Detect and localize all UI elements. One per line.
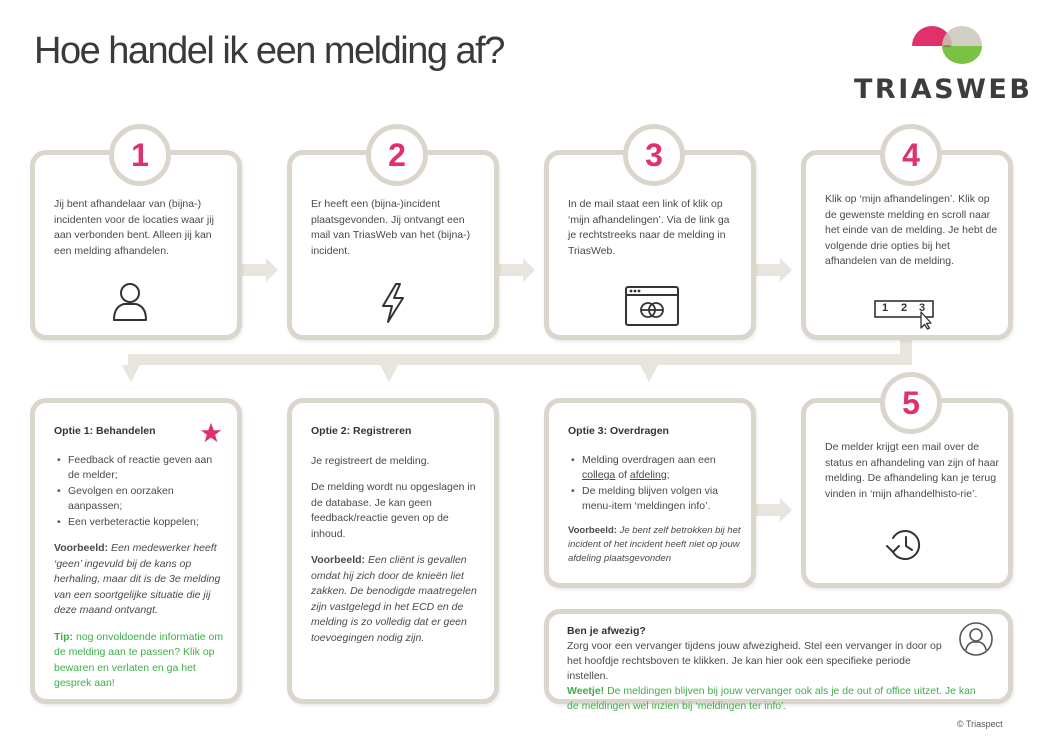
- list-item: • Een verbeteractie koppelen;: [68, 515, 226, 531]
- option-2-title: Optie 2: Registreren: [311, 425, 412, 437]
- option-2-paragraph: Je registreert de melding.: [311, 454, 430, 467]
- step-number-badge: 2: [366, 124, 428, 186]
- step-5-text: De melder krijgt een mail over de status en afhandeling van zijn of haar melding. De afhandeling kan je terug vinden in ‘mijn afhandelhisto-rie’.: [825, 441, 999, 500]
- arrow-right-icon: [754, 498, 794, 522]
- option-2-content: [311, 424, 483, 646]
- option-digit: 2: [901, 302, 908, 314]
- step-number-badge: 4: [880, 124, 942, 186]
- tip-text: nog onvoldoende informatie om de melding aan te passen? Klik op bewaren en verlaten en ga het gesprek aan!: [54, 630, 224, 689]
- options-selector-icon: [874, 300, 936, 322]
- department-link[interactable]: afdeling: [629, 469, 667, 481]
- colleague-link[interactable]: collega: [582, 469, 616, 481]
- step-1-text: Jij bent afhandelaar van (bijna-) incidenten voor de locaties waar jij aan verbonden bent. Alleen jij kan een melding afhandelen.: [54, 198, 214, 257]
- copyright-text: © Triaspect: [957, 719, 1003, 729]
- option-1-example: [54, 541, 226, 619]
- list-item: • De melding blijven volgen via menu-item ‘meldingen info’.: [582, 484, 742, 515]
- step-3-text: In de mail staat een link of klik op ‘mijn afhandelingen’. Via de link ga je rechtstreeks naar de melding in TriasWeb.: [568, 198, 730, 257]
- list-item: [582, 453, 742, 484]
- example-text: Een cliënt is gevallen omdat hij zich door de knieën liet zakken. De benodigde maatregelen zijn vastgelegd in het ECD en de melding is zo volledig dat er geen toevoegingen nodig zijn.: [311, 554, 477, 644]
- example-text: Een medewerker heeft ‘geen’ ingevuld bij de kans op herhaling, maar dit is de 3e melding van een soortgelijke situatie die jij deze maand ontvangt.: [54, 542, 221, 616]
- tip-label: Tip:: [54, 630, 74, 643]
- list-item: • Feedback of reactie geven aan de melder;: [68, 453, 226, 484]
- arrow-right-icon: [754, 258, 794, 282]
- user-icon: [110, 280, 150, 324]
- example-text: Je bent zelf betrokken bij het incident of het incident heeft niet op jouw afdeling plaatsgevonden: [568, 524, 741, 564]
- step-number-badge: 1: [109, 124, 171, 186]
- option-3-example: [568, 524, 742, 566]
- list-item: • Gevolgen en oorzaken aanpassen;: [68, 484, 226, 515]
- triasweb-logo-mark: [910, 24, 986, 66]
- branch-connector: [118, 338, 918, 386]
- option-1-title: Optie 1: Behandelen: [54, 425, 156, 437]
- absent-note: [567, 684, 985, 714]
- arrow-right-icon: [240, 258, 280, 282]
- option-digit: 1: [882, 302, 889, 314]
- absent-title: Ben je afwezig?: [567, 625, 646, 637]
- page-title: Hoe handel ik een melding af?: [34, 30, 504, 72]
- option-2-paragraph: De melding wordt nu opgeslagen in de database. Je kan geen feedback/reactie geven op de inhoud.: [311, 481, 476, 540]
- example-label: Voorbeeld:: [568, 524, 617, 536]
- step-2-text: Er heeft een (bijna-)incident plaatsgevonden. Jij ontvangt een mail van TriasWeb van het (bijna-) incident.: [311, 198, 471, 257]
- bullet-text: Melding overdragen aan een: [582, 453, 716, 466]
- user-circle-icon: [958, 621, 994, 657]
- option-1-content: [54, 424, 226, 692]
- lightning-icon: [378, 282, 408, 324]
- note-label: Weetje!: [567, 685, 605, 697]
- option-1-tip: [54, 630, 226, 692]
- option-digit: 3: [919, 302, 926, 314]
- option-3-bullets: [568, 453, 742, 515]
- absent-text: Zorg voor een vervanger tijdens jouw afwezigheid. Stel een vervanger in door op het hoofdje rechtsboven te klikken. Je kan hier ook een specifieke periode instellen.: [567, 640, 942, 682]
- step-number-badge: 3: [623, 124, 685, 186]
- bullet-text: ;: [666, 469, 670, 481]
- bullet-text: of: [618, 469, 627, 481]
- history-clock-icon: [884, 528, 926, 564]
- example-label: Voorbeeld:: [311, 554, 366, 566]
- absent-content: [567, 624, 985, 714]
- step-4-text: Klik op ‘mijn afhandelingen’. Klik op de gewenste melding en scroll naar het einde van de melding. Je hebt de volgende drie opties bij het afhandelen van de melding.: [825, 193, 998, 267]
- option-1-bullets: [54, 453, 226, 531]
- arrow-right-icon: [497, 258, 537, 282]
- option-3-content: [568, 424, 742, 566]
- example-label: Voorbeeld:: [54, 542, 109, 554]
- triasweb-logo-text: TRIASWEB: [854, 74, 1033, 105]
- step-number-badge: 5: [880, 372, 942, 434]
- browser-window-icon: [624, 285, 680, 327]
- option-2-example: [311, 553, 483, 646]
- note-text: De meldingen blijven bij jouw vervanger ook als je de out of office uitzet. Je kan de meldingen wel inzien bij ‘meldingen ter info’.: [567, 685, 976, 712]
- option-3-title: Optie 3: Overdragen: [568, 425, 669, 437]
